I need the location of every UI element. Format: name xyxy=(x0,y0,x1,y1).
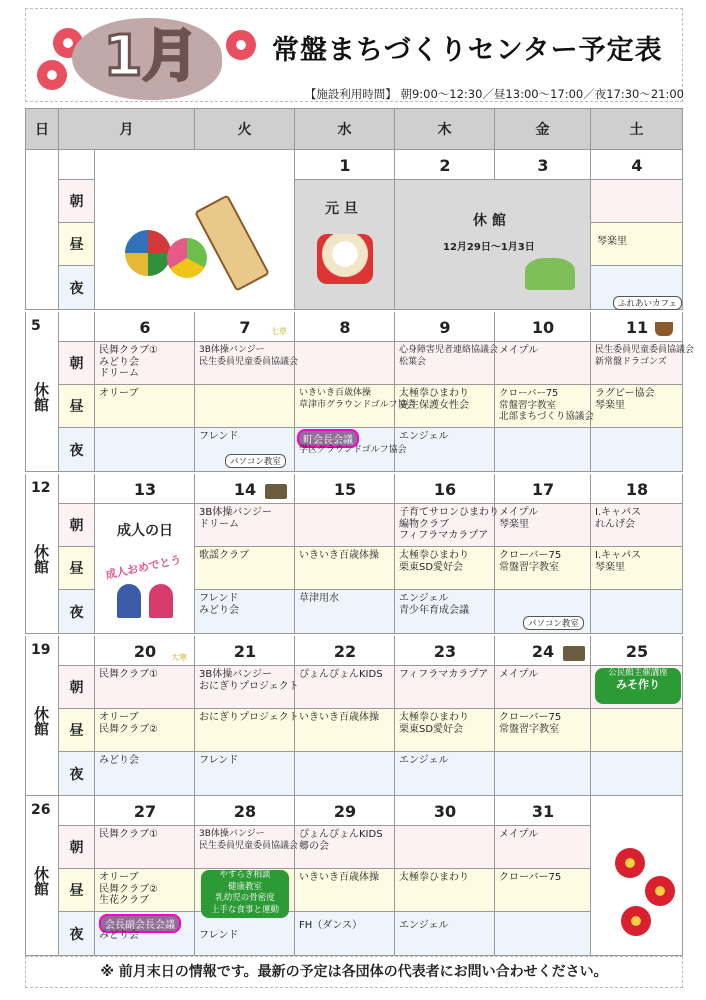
schedule-cell xyxy=(295,342,395,385)
event-text: クローバー75 常盤習字教室 xyxy=(499,712,562,735)
event-text: I.キャパス 琴楽里 xyxy=(595,550,642,573)
slot-label: 昼 xyxy=(59,385,95,428)
day-number: 23 xyxy=(433,642,457,661)
slot-label: 夜 xyxy=(59,590,95,634)
event-text: 3B体操バンジー 民生委員児童委員協議会 xyxy=(199,829,299,851)
event-text: ぴょんぴょんKIDS xyxy=(299,669,383,680)
day-number: 21 xyxy=(233,642,257,661)
weekday-header: 土 xyxy=(591,108,683,150)
sunday-number: 26 xyxy=(31,802,51,818)
day-number: 7 xyxy=(239,318,251,337)
day-number: 25 xyxy=(625,642,649,661)
event-text: 3B体操バンジー ドリーム xyxy=(199,507,272,530)
event-text: エンジェル xyxy=(399,431,449,442)
temari-ball-icon xyxy=(167,238,207,278)
event-text: いきいき百歳体操 草津市グラウンドゴルフ協会 xyxy=(299,388,416,410)
slot-label-spacer xyxy=(59,312,95,342)
event-text: クローバー75 常盤習字教室 xyxy=(499,550,562,573)
temari-ball-icon xyxy=(125,230,171,276)
schedule-cell xyxy=(195,385,295,428)
slot-label: 朝 xyxy=(59,180,95,223)
closed-label: 休館 xyxy=(32,706,50,736)
footer-note: ※ 前月末日の情報です。最新の予定は各団体の代表者にお問い合わせください。 xyxy=(25,956,683,988)
schedule-cell xyxy=(295,504,395,547)
sunday-number: 19 xyxy=(31,642,51,658)
event-pill xyxy=(595,668,681,704)
day-number: 2 xyxy=(439,156,451,175)
day-number: 18 xyxy=(625,480,649,499)
event-text: 太極拳ひまわり 栗東SD愛好会 xyxy=(399,712,469,735)
slot-label: 朝 xyxy=(59,826,95,869)
person-icon xyxy=(117,584,141,618)
day-number: 3 xyxy=(537,156,549,175)
schedule-cell xyxy=(295,752,395,796)
pc-class-tag: パソコン教室 xyxy=(225,454,286,468)
slot-label: 昼 xyxy=(59,709,95,752)
weekday-header: 金 xyxy=(495,108,591,150)
seijin-label: 成人の日 xyxy=(117,523,173,539)
weekday-header: 水 xyxy=(295,108,395,150)
closed-label: 休館 xyxy=(32,866,50,896)
day-number: 20 xyxy=(133,642,157,661)
schedule-cell xyxy=(591,180,683,223)
page-title: 常盤まちづくりセンター予定表 xyxy=(272,35,663,66)
schedule-cell xyxy=(495,428,591,472)
slot-label: 夜 xyxy=(59,912,95,956)
slot-label: 朝 xyxy=(59,666,95,709)
event-text: 太極拳ひまわり 栗東SD愛好会 xyxy=(399,550,469,573)
slot-label-spacer xyxy=(59,636,95,666)
event-text: I.キャパス れんげ会 xyxy=(595,507,642,530)
day-number: 31 xyxy=(531,802,555,821)
day-number: 11 xyxy=(625,318,649,337)
month-label: 1月 xyxy=(103,24,199,89)
event-text: フレンド xyxy=(199,755,239,766)
day-number: 30 xyxy=(433,802,457,821)
schedule-cell xyxy=(495,912,591,956)
event-text: クローバー75 常盤習字教室 北部まちづくり協議会 xyxy=(499,388,594,422)
slot-label-spacer xyxy=(59,796,95,826)
event-text: FH（ダンス） xyxy=(299,920,363,931)
weekday-header: 月 xyxy=(59,108,195,150)
event-text: フレンド みどり会 xyxy=(199,593,239,616)
slot-label: 朝 xyxy=(59,504,95,547)
sunday-cell xyxy=(25,150,59,310)
slot-label: 昼 xyxy=(59,869,95,912)
camellia-flower-icon xyxy=(621,906,651,936)
event-text: 民生委員児童委員協議会 新常盤ドラゴンズ xyxy=(595,345,695,367)
laptop-icon xyxy=(265,484,287,499)
event-text: メイプル xyxy=(499,829,539,840)
event-text: おにぎりプロジェクト xyxy=(199,712,299,723)
weekday-header: 木 xyxy=(395,108,495,150)
cafe-tag: ふれあいカフェ xyxy=(613,296,682,310)
schedule-cell xyxy=(295,912,395,956)
event-text: 太極拳ひまわり xyxy=(399,872,469,883)
slot-label: 夜 xyxy=(59,752,95,796)
schedule-cell xyxy=(395,912,495,956)
event-text: いきいき百歳体操 xyxy=(299,712,379,723)
day-number: 24 xyxy=(531,642,555,661)
facility-hours: 【施設利用時間】 朝9:00～12:30／昼13:00～17:00／夜17:30～21:00 xyxy=(304,87,684,101)
event-pill: 会長副会長会議 xyxy=(99,914,181,933)
pc-class-tag: パソコン教室 xyxy=(523,616,584,630)
event-text: 琴楽里 xyxy=(597,236,627,247)
event-text: 学区グラウンドゴルフ協会 xyxy=(299,445,407,455)
slot-label-spacer xyxy=(59,474,95,504)
event-text: フレンド xyxy=(199,431,239,442)
event-text: ラグビー協会 琴楽里 xyxy=(595,388,655,411)
event-text: エンジェル xyxy=(399,920,449,931)
event-text: フィフラマカラプア xyxy=(399,669,489,680)
event-text: オリーブ 民舞クラブ② xyxy=(99,712,158,735)
day-number: 13 xyxy=(133,480,157,499)
gantan-label: 元 旦 xyxy=(325,201,358,217)
event-text: オリーブ xyxy=(99,388,139,399)
new-year-illustration-cell xyxy=(95,150,295,310)
calendar-grid xyxy=(25,108,695,956)
day-number: 9 xyxy=(439,318,451,337)
schedule-cell xyxy=(395,826,495,869)
event-text: 太極拳ひまわり 更生保護女性会 xyxy=(399,388,469,411)
event-text: 草津用水 xyxy=(299,593,339,604)
kyukan-range: 12月29日～1月3日 xyxy=(443,242,535,253)
day-number: 27 xyxy=(133,802,157,821)
day-number: 17 xyxy=(531,480,555,499)
slot-label: 夜 xyxy=(59,266,95,310)
event-text: 民舞クラブ① xyxy=(99,669,158,680)
event-text: メイプル xyxy=(499,669,539,680)
day-number: 28 xyxy=(233,802,257,821)
event-text: エンジェル 青少年育成会議 xyxy=(399,593,469,616)
schedule-cell xyxy=(495,752,591,796)
kyukan-label: 休 館 xyxy=(473,213,506,229)
day-number: 22 xyxy=(333,642,357,661)
slot-label: 昼 xyxy=(59,223,95,266)
event-text: いきいき百歳体操 xyxy=(299,872,379,883)
daikan-label: 大寒 xyxy=(171,653,187,662)
closed-label: 休館 xyxy=(32,544,50,574)
event-text: 3B体操バンジー おにぎりプロジェクト xyxy=(199,669,299,692)
event-text: メイプル xyxy=(499,345,539,356)
event-pill: やすらぎ相談 健康教室 乳幼児の骨密度 上手な食事と運動 xyxy=(201,870,289,918)
day-number: 4 xyxy=(631,156,643,175)
plum-flower-icon xyxy=(37,60,67,90)
event-text: みどり会 xyxy=(99,755,139,766)
slot-label: 朝 xyxy=(59,342,95,385)
event-text: みどり会 xyxy=(99,930,139,941)
kagami-mochi-icon xyxy=(317,234,373,284)
sunday-number: 12 xyxy=(31,480,51,496)
event-text: メイプル 琴楽里 xyxy=(499,507,539,530)
slot-label: 昼 xyxy=(59,547,95,590)
event-text: エンジェル xyxy=(399,755,449,766)
event-text: 民舞クラブ① xyxy=(99,829,158,840)
event-text: フレンド xyxy=(199,930,239,941)
weekday-header: 日 xyxy=(25,108,59,150)
person-icon xyxy=(149,584,173,618)
event-text: オリーブ 民舞クラブ② 生花クラブ xyxy=(99,872,158,906)
event-text: 3B体操バンジー 民生委員児童委員協議会 xyxy=(199,345,299,367)
nanakusa-label: 七草 xyxy=(271,327,287,336)
event-pill-line: 公民館主催講座 xyxy=(608,668,668,678)
day-number: 10 xyxy=(531,318,555,337)
slot-label-spacer xyxy=(59,150,95,180)
schedule-cell xyxy=(591,709,683,752)
event-pill: 町会長会議 xyxy=(297,429,359,448)
schedule-cell xyxy=(95,428,195,472)
event-text: 民舞クラブ① みどり会 ドリーム xyxy=(99,345,158,379)
day-number: 29 xyxy=(333,802,357,821)
day-number: 6 xyxy=(139,318,151,337)
camellia-flower-icon xyxy=(645,876,675,906)
event-pill-line: みそ作り xyxy=(616,678,660,691)
schedule-cell xyxy=(591,752,683,796)
event-text: 子育てサロンひまわり 編物クラブ フィフラマカラプア xyxy=(399,507,499,541)
day-number: 1 xyxy=(339,156,351,175)
day-number: 14 xyxy=(233,480,257,499)
event-text: いきいき百歳体操 xyxy=(299,550,379,561)
day-number: 16 xyxy=(433,480,457,499)
slot-label: 夜 xyxy=(59,428,95,472)
coffee-cup-icon xyxy=(655,322,673,336)
plum-flower-icon xyxy=(226,30,256,60)
snake-illustration-icon xyxy=(525,258,575,290)
camellia-flower-icon xyxy=(615,848,645,878)
event-text: 心身障害児者連絡協議会 松葉会 xyxy=(399,345,499,367)
event-text: クローバー75 xyxy=(499,872,562,883)
laptop-icon xyxy=(563,646,585,661)
day-number: 8 xyxy=(339,318,351,337)
event-text: ぴょんぴょんKIDS 郷の会 xyxy=(299,829,383,852)
schedule-cell xyxy=(591,590,683,634)
schedule-cell xyxy=(591,428,683,472)
event-text: 歌謡クラブ xyxy=(199,550,249,561)
seijin-banner: 成人おめでとう xyxy=(104,553,183,582)
sunday-number: 5 xyxy=(31,318,41,334)
weekday-header: 火 xyxy=(195,108,295,150)
closed-label: 休館 xyxy=(32,382,50,412)
day-number: 15 xyxy=(333,480,357,499)
